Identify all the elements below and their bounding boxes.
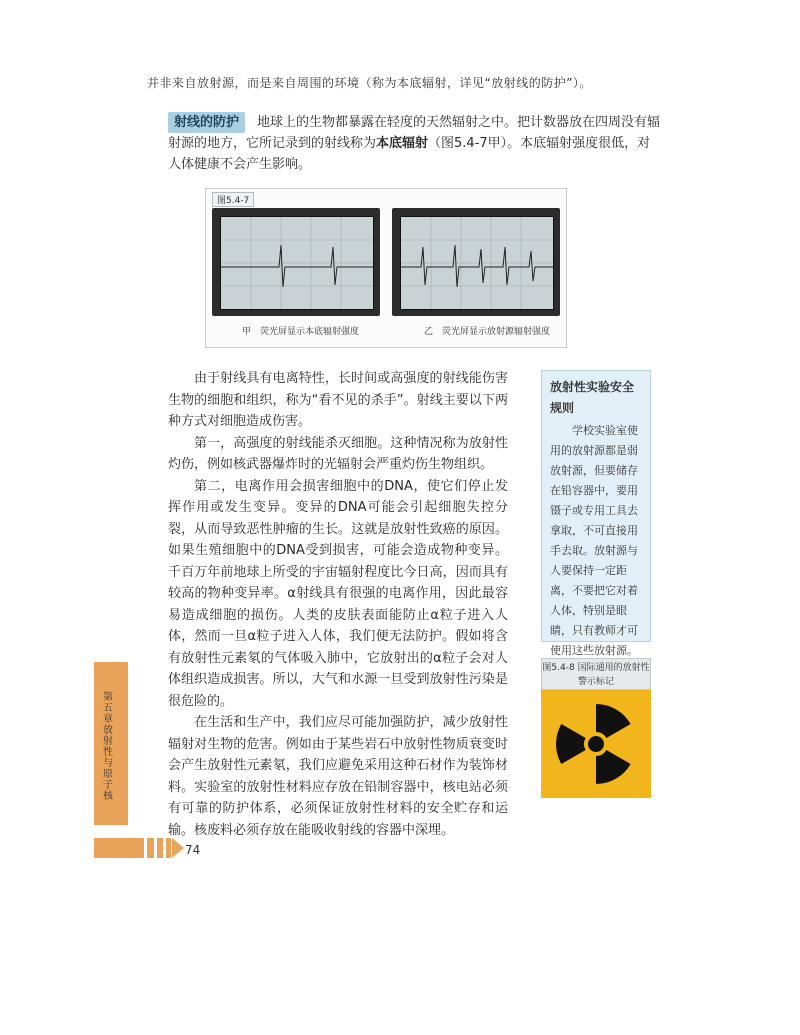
oscilloscope-display-left [220,216,374,310]
body-paragraph-1: 由于射线具有电离特性，长时间或高强度的射线能伤害生物的细胞和组织，称为“看不见的杀手”。射线主要以下两种方式对细胞造成伤害。 [168,371,508,429]
chapter-tab-text: 第五章 放射性与原子核 [103,692,123,802]
section-text-after: （图5.4-7甲）。本底辐射强度很低，对人体健康不会产生影响。 [168,136,651,172]
oscilloscope-screen-right [392,208,560,316]
top-continuation-line: 并非来自放射源，而是来自周围的环境（称为本底辐射，详见“放射线的防护”）。 [147,76,592,90]
section-keyword: 本底辐射 [376,136,429,151]
body-paragraph-3: 第二，电离作用会损害细胞中的DNA，使它们停止发挥作用或发生变异。变异的DNA可能会引起细胞失控分裂，从而导致恶性肿瘤的生长。这就是放射性致癌的原因。如果生殖细胞中的DNA受到损害，可能会造成物种变异。千百万年前地球上所受的宇宙辐射程度比今日高，因而具有较高的物种变异率。α射线具有很强的电离作用，因此最容易造成细胞的损伤。人类的皮肤表面能防止α粒子进入人体，然而一旦α粒子进入人体，我们便无法防护。假如将含有放射性元素氡的气体吸入肺中，它放射出的α粒子会对人体组织造成损害。所以，大气和水源一旦受到放射性污染是很危险的。 [168,478,508,709]
figure-tag: 图5.4-7 [212,192,254,207]
section-paragraph [168,112,663,175]
body-paragraph-4: 在生活和生产中，我们应尽可能加强防护，减少放射性辐射对生物的危害。例如由于某些岩石中放射性物质衰变时会产生放射性元素氡，我们应避免采用这种石材作为装饰材料。实验室的放射性材料应存放在铅制容器中，核电站必须有可靠的防护体系，必须保证放射性材料的安全贮存和运输。核废料必须存放在能吸收射线的容器中深埋。 [168,715,508,838]
oscilloscope-display-right [400,216,554,310]
page-number: 74 [185,843,201,857]
body-paragraph-2: 第一，高强度的射线能杀灭细胞。这种情况称为放射性灼伤，例如核武器爆炸时的光辐射会严重灼伤生物组织。 [168,435,508,472]
source-radiation-trace [401,217,553,309]
background-radiation-trace [221,217,373,309]
radiation-sign-panel [541,690,651,798]
sidebar-title: 放射性实验安全规则 [550,380,635,415]
oscilloscope-screen-left [212,208,380,316]
arrow-right-icon [172,838,184,858]
radiation-warning-icon [541,690,651,798]
figure-5-4-8-caption: 图5.4-8 国际通用的放射性警示标记 [541,658,651,690]
figure-caption-left: 甲 荧光屏显示本底辐射强度 [242,327,360,337]
safety-rules-sidebar [541,370,651,657]
sidebar-body: 学校实验室使用的放射源都是弱放射源，但要储存在铅容器中，要用镊子或专用工具去拿取，不可直接用手去取。放射源与人要保持一定距离，不要把它对着人体，特别是眼睛，只有教师才可使用这些放射源。 [550,424,638,657]
section-text-before: 地球上的生物都暴露在轻度的天然辐射之中。把计数器放在四周没有辐射源的地方，它所记录到的射线称为 [168,115,661,151]
chapter-side-tab [94,662,128,825]
main-body-text [168,368,508,841]
section-heading: 射线的防护 [168,112,245,133]
figure-5-4-7 [205,188,567,348]
figure-caption-right: 乙 荧光屏显示放射源辐射强度 [424,327,551,337]
